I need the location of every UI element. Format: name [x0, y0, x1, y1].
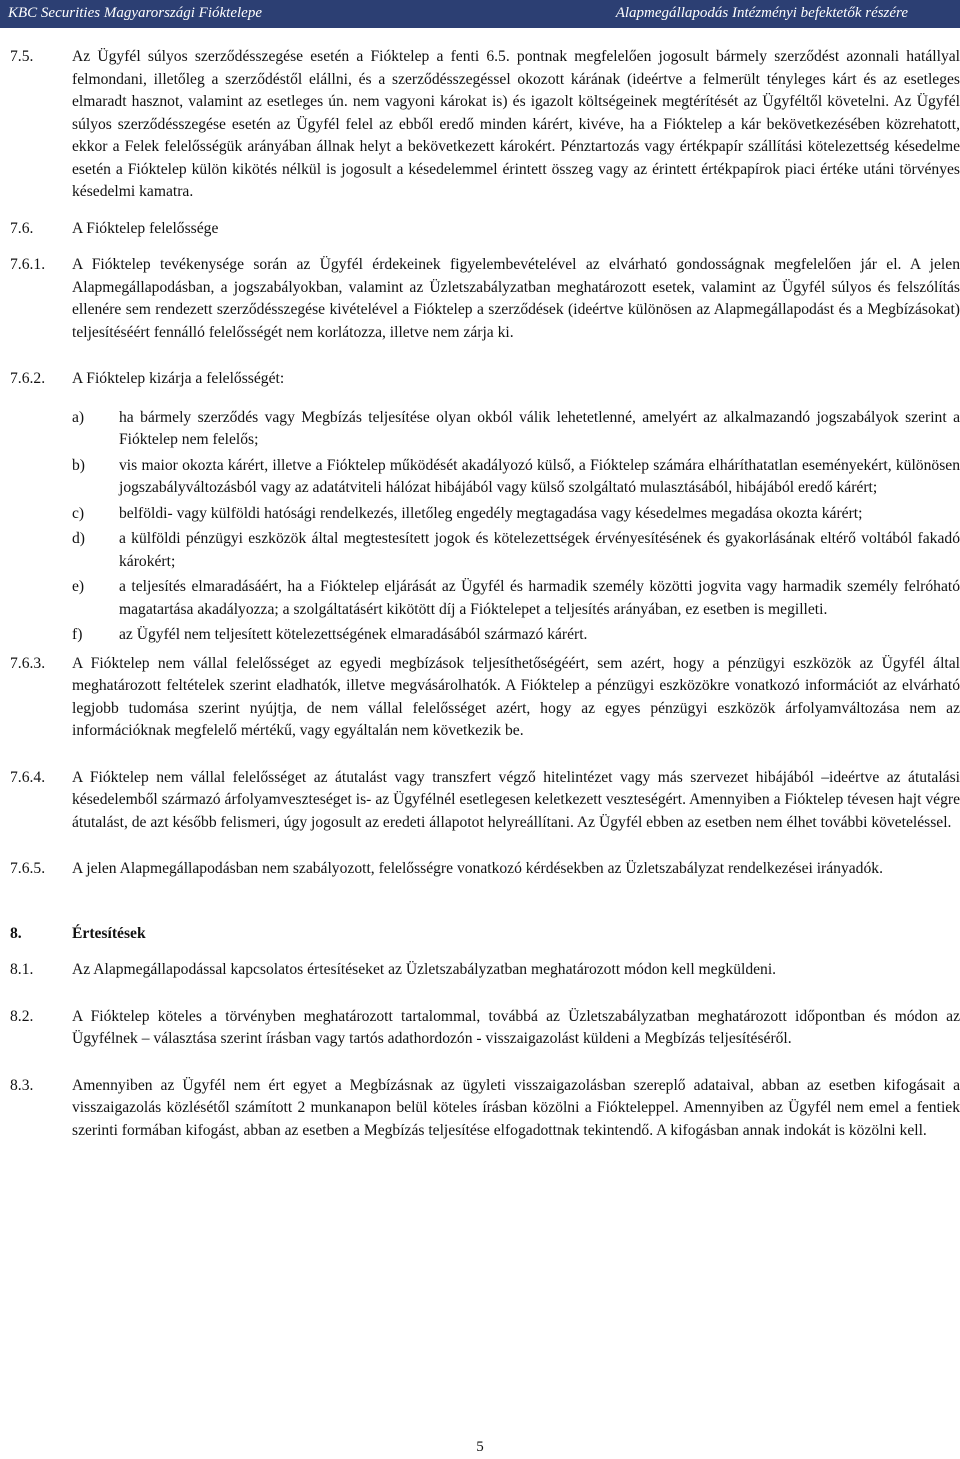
section-heading: A Fióktelep felelőssége [72, 219, 219, 237]
list-item-text: vis maior okozta kárért, illetve a Fióktelep működését akadályozó külső, a Fióktelep számára elháríthatatlan eseményekért, különösen jogszabályváltozásból vagy az adatátviteli hálózat hibájából vagy külső szolgáltató mulasztásából, hibájából eredő kárért; [119, 456, 960, 496]
section-number: 7.6. [10, 219, 34, 237]
section-number: 8.3. [10, 1076, 34, 1094]
list-item [72, 503, 960, 526]
section-number: 8.1. [10, 961, 34, 978]
list-item-text: a teljesítés elmaradásáért, ha a Fióktelep eljárását az Ügyfél és harmadik személy közötti jogvita vagy harmadik személy felróható magatartása akadályozza; a szolgáltatásért kikötött díj a Fióktelepet a teljesítés arányában, ez esetben is megilleti. [119, 578, 960, 618]
section-7-6-1 [10, 254, 960, 344]
list-item-text: az Ügyfél nem teljesített kötelezettségének elmaradásából származó kárért. [119, 626, 588, 643]
section-text: A Fióktelep tevékenysége során az Ügyfél érdekeinek figyelembevételével az elvárható gondosságnak megfelelően jár el. A jelen Alapmegállapodásban, a jogszabályokban, valamint az Üzletszabályzatban meghatározott esetek, valamint az Ügyfél súlyos és felszólítás ellenére sem rendezett szerződésszegése kivételével a Fióktelep a szerződések (ideértve különösen az Alapmegállapodást és a Megbízásokat) teljesítéséért fennálló felelősségét nem korlátozza, illetve nem zárja ki. [72, 256, 960, 341]
section-8-3 [10, 1075, 960, 1143]
list-item-text: ha bármely szerződés vagy Megbízás teljesítése olyan okból válik lehetetlenné, amelyért az alkalmazandó jogszabályok szerint a Fióktelep nem felelős; [119, 408, 960, 448]
list-item-text: a külföldi pénzügyi eszközök által megtestesített jogok és kötelezettségek érvényesítésének és gyakorlásának eltérő voltából fakadó károkért; [119, 530, 960, 570]
list-item-label: d) [72, 530, 85, 547]
header-company: KBC Securities Magyarországi Fióktelepe [8, 5, 262, 21]
section-7-6-4 [10, 767, 960, 835]
section-text: A jelen Alapmegállapodásban nem szabályozott, felelősségre vonatkozó kérdésekben az Üzletszabályzat rendelkezései irányadók. [72, 860, 883, 877]
section-7-6-3 [10, 653, 960, 743]
list-item [72, 528, 960, 573]
list-item-text: belföldi- vagy külföldi hatósági rendelkezés, illetőleg engedély megtagadása vagy késedelmes megadása okozta kárért; [119, 504, 863, 522]
section-number: 7.5. [10, 48, 34, 65]
section-text: A Fióktelep köteles a törvényben meghatározott tartalommal, továbbá az Üzletszabályzatban meghatározott időpontban és módon az Ügyfélnek – választása szerint írásban vagy tartós adathordozón - visszaigazolást küldeni a Megbízás teljesítéséről. [72, 1007, 960, 1047]
section-8-1 [10, 959, 960, 982]
section-8 [10, 923, 960, 946]
section-text: A Fióktelep nem vállal felelősséget az átutalást vagy transzfert végző hitelintézet vagy más szervezet hibájából –ideértve az átutalási késedelemből származó árfolyamveszteséget is- az Ügyfélnél esetlegesen keletkezett veszteségért. Amennyiben a Fióktelep tévesen hajt végre átutalást, de azt később felismeri, úgy jogosult az eredeti állapotot helyreállítani. Az Ügyfél ebben az esetben nem élhet további követeléssel. [72, 768, 960, 831]
section-8-2 [10, 1006, 960, 1051]
list-item [72, 455, 960, 500]
section-number: 8. [10, 924, 22, 942]
document-body [10, 46, 960, 1142]
header-document-title: Alapmegállapodás Intézményi befektetők részére [615, 5, 908, 21]
section-number: 7.6.2. [10, 370, 46, 387]
section-text: Az Ügyfél súlyos szerződésszegése esetén a Fióktelep a fenti 6.5. pontnak megfelelően jogosult bármely szerződést azonnali hatállyal felmondani, illetőleg a szerződéstől elállni, és a szerződésszegéssel okozott kárának (ideértve a felmerült tényleges kárt és az esetleges elmaradt hasznot, valamint az esetleges ún. nem vagyoni károkat is) és igazolt költségeinek megtérítését az Ügyféltől követelni. Az Ügyfél súlyos szerződésszegése esetén az Ügyfél felel az ebből eredő minden kárért, kivéve, ha a Fióktelep a kár bekövetkezésében közrehatott, ekkor a Felek felelősségük arányában állnak helyt a bekövetkezett károkért. Pénztartozás vagy értékpapír szállítási kötelezettség késedelme esetén a Fióktelep külön kikötés nélkül is jogosult a késedelemmel érintett összeg vagy az érintett értékpapírok piaci értéke utáni törvényes késedelmi kamatra. [72, 48, 960, 200]
list-item [72, 624, 960, 647]
list-item-label: a) [72, 408, 85, 426]
list-item [72, 576, 960, 621]
list-item-label: b) [72, 456, 85, 474]
list-item [72, 407, 960, 452]
section-number: 7.6.5. [10, 860, 46, 877]
section-number: 7.6.3. [10, 654, 46, 672]
section-number: 8.2. [10, 1007, 34, 1025]
list-item-label: c) [72, 504, 85, 522]
section-text: A Fióktelep nem vállal felelősséget az egyedi megbízások teljesíthetőségéért, sem azért, hogy a pénzügyi eszközök az Ügyfél által meghatározott feltételek szerint eladhatók, illetve megvásárolhatók. A Fióktelep a pénzügyi eszközökre vonatkozó információt az elvárható legjobb tudomása szerint nyújtja, de nem vállal felelősséget azért, hogy az egyes pénzügyi eszközök árfolyamváltozása nem az információknak megfelelő mértékű, vagy egyáltalán nem következik be. [72, 654, 960, 739]
section-text: Amennyiben az Ügyfél nem ért egyet a Megbízásnak az ügyleti visszaigazolásban szereplő adataival, abban az esetben kifogásait a visszaigazolás közlésétől számított 2 munkanapon belül köteles írásban közölni a Fiókteleppel. Amennyiben az Ügyfél nem emel a fentiek szerinti formában kifogást, abban az esetben a Megbízás teljesítése elfogadottnak tekintendő. A kifogásban annak indokát is közölni kell. [72, 1076, 960, 1139]
section-7-6 [10, 218, 960, 241]
section-heading: Értesítések [72, 924, 146, 942]
list-item-label: e) [72, 578, 85, 595]
exclusion-list [72, 407, 960, 647]
list-item-label: f) [72, 626, 83, 643]
section-number: 7.6.4. [10, 768, 46, 786]
section-text: A Fióktelep kizárja a felelősségét: [72, 370, 285, 387]
section-number: 7.6.1. [10, 256, 46, 273]
section-text: Az Alapmegállapodással kapcsolatos értesítéseket az Üzletszabályzatban meghatározott módon kell megküldeni. [72, 961, 777, 978]
section-7-6-2 [10, 368, 960, 391]
section-7-6-5 [10, 858, 960, 881]
page-header [0, 0, 960, 28]
section-7-5 [10, 46, 960, 204]
page-number: 5 [476, 1439, 484, 1455]
